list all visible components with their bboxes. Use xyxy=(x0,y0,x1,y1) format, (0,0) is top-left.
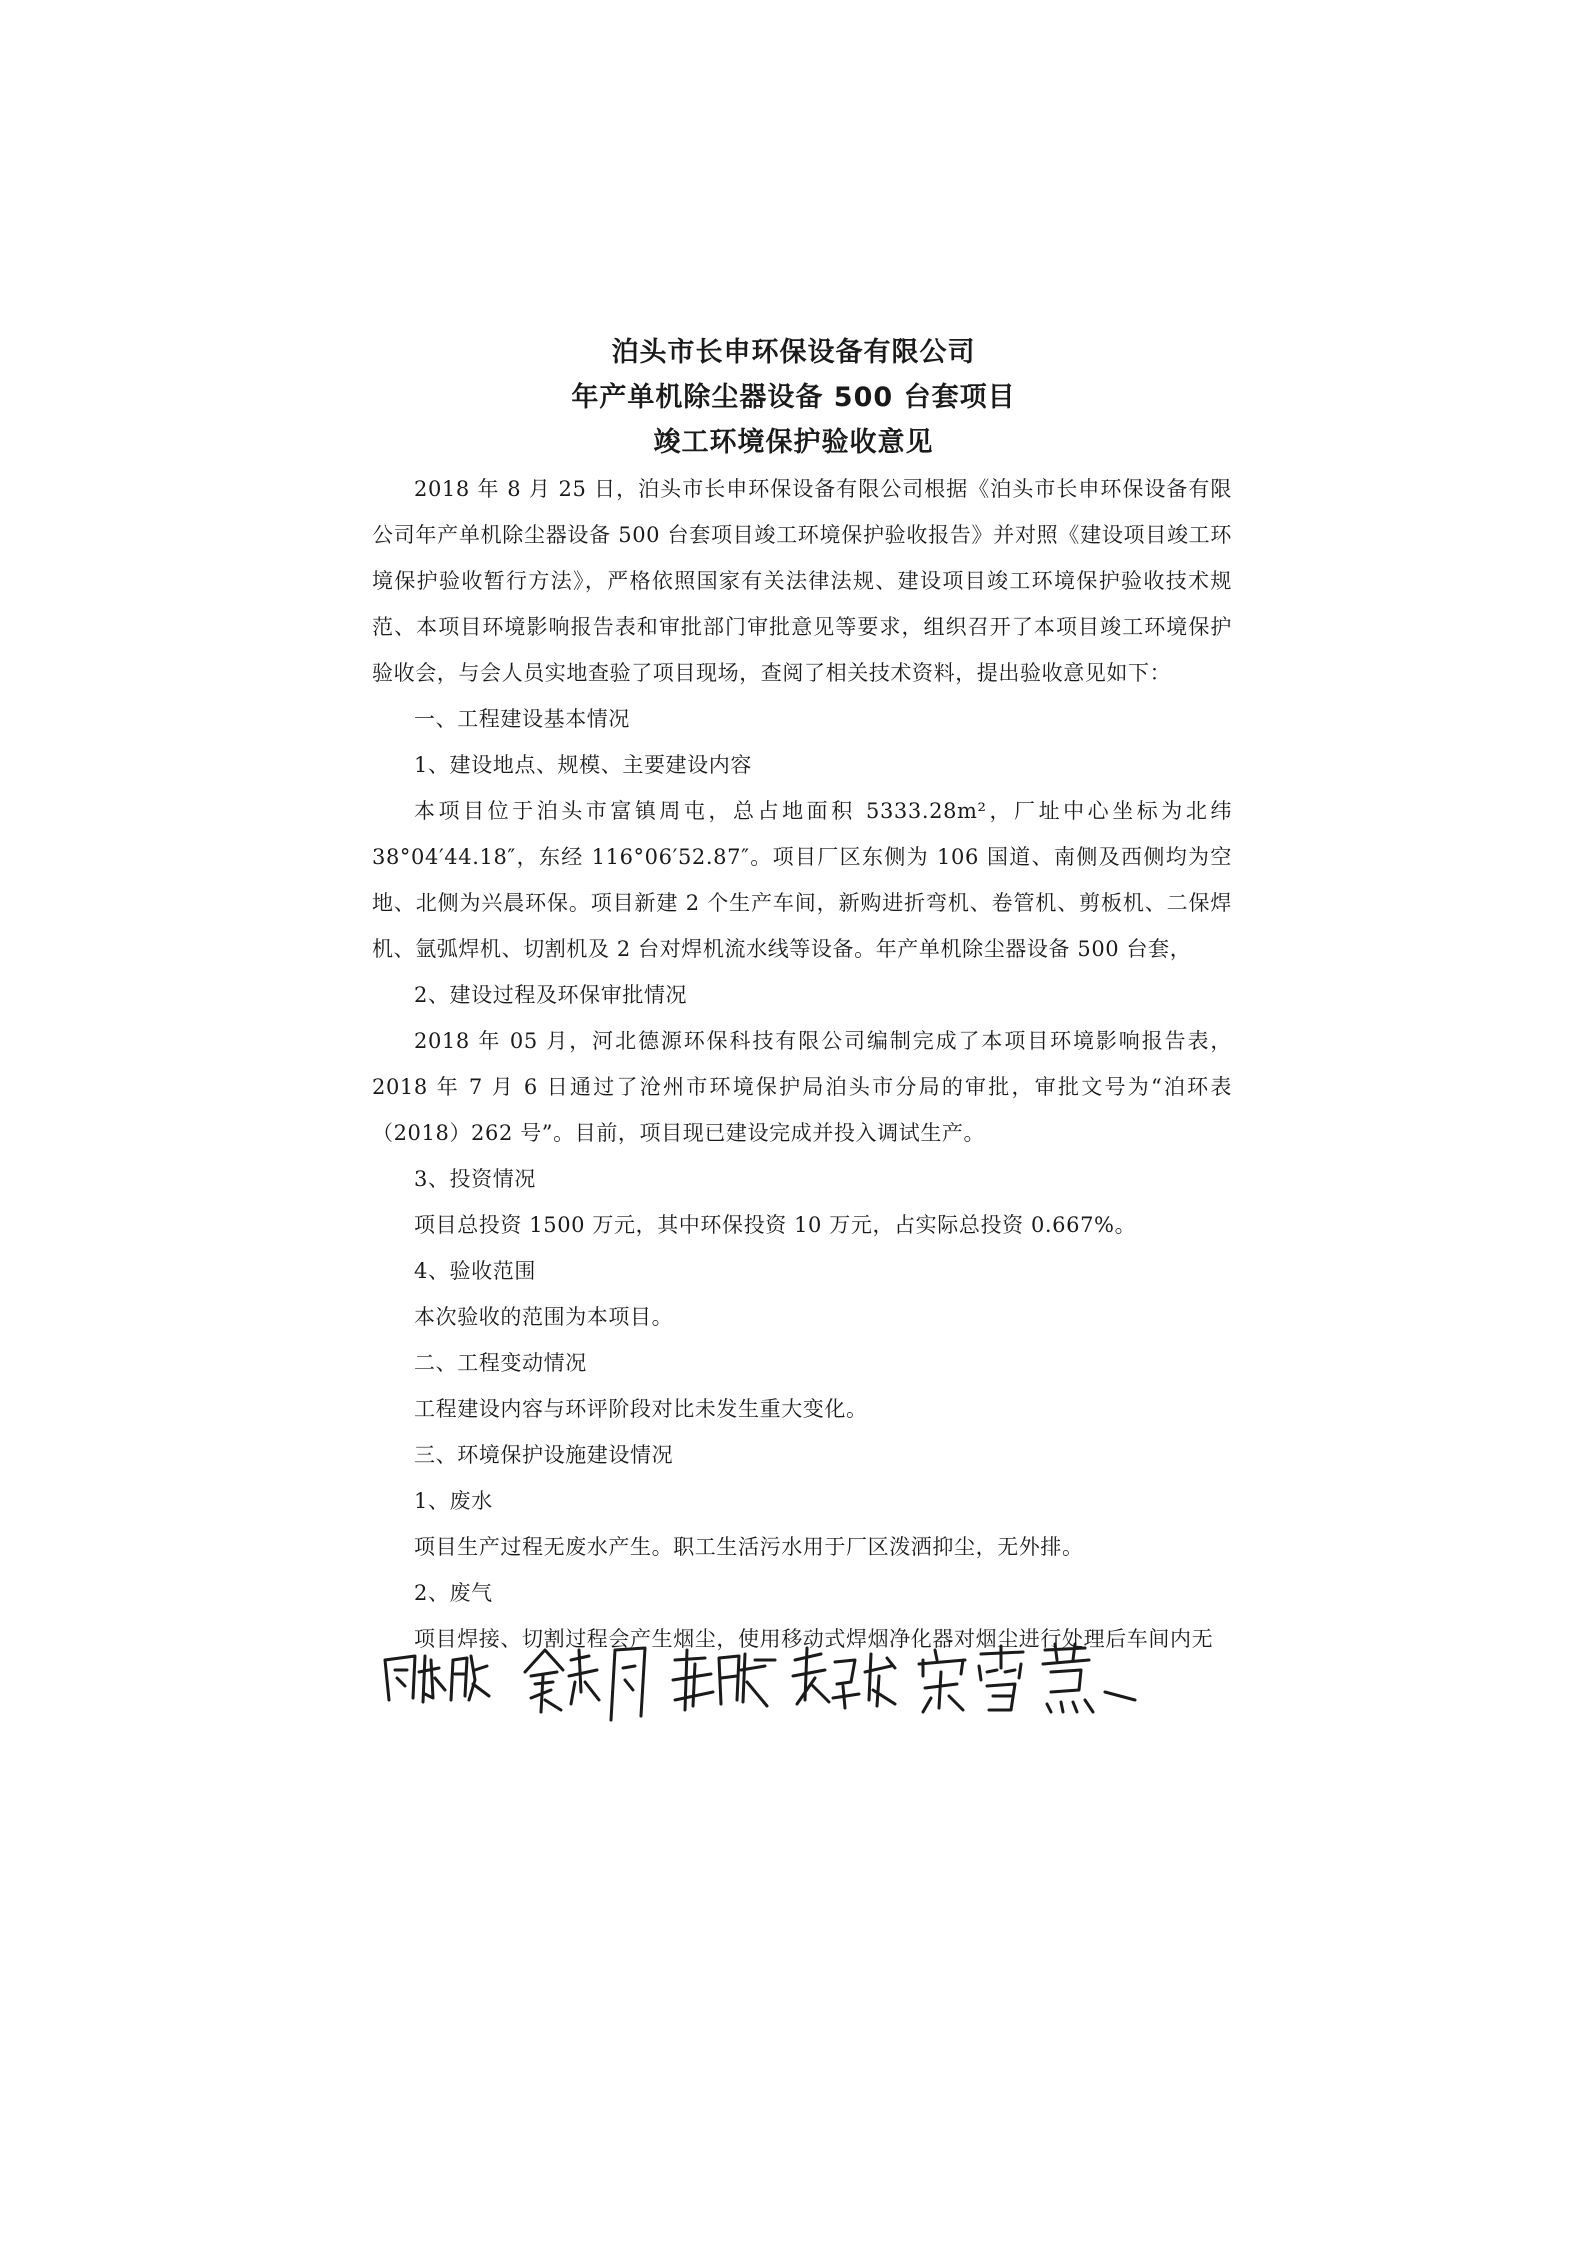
section-heading: 2、废气 xyxy=(414,1581,493,1605)
project-name-title: 年产单机除尘器设备 500 台套项目 xyxy=(571,382,1016,413)
signature-3 xyxy=(673,1650,775,1710)
section-heading: 1、建设地点、规模、主要建设内容 xyxy=(414,753,752,777)
signature-2 xyxy=(525,1648,645,1720)
section-heading: 三、环境保护设施建设情况 xyxy=(414,1443,674,1467)
body-paragraph: 项目生产过程无废水产生。职工生活污水用于厂区泼洒抑尘，无外排。 xyxy=(414,1535,1084,1559)
signature-5 xyxy=(919,1644,1135,1712)
body-paragraph: 项目焊接、切割过程会产生烟尘，使用移动式焊烟净化器对烟尘进行处理后车间内无 xyxy=(414,1627,1214,1651)
signature-row xyxy=(375,1620,1205,1730)
section-heading: 3、投资情况 xyxy=(414,1167,536,1191)
signature-4 xyxy=(793,1648,895,1708)
section-heading: 2、建设过程及环保审批情况 xyxy=(414,983,688,1007)
document-title-block xyxy=(0,330,1587,465)
body-paragraph: 工程建设内容与环评阶段对比未发生重大变化。 xyxy=(414,1397,868,1421)
body-paragraph: 本次验收的范围为本项目。 xyxy=(414,1305,674,1329)
signature-1 xyxy=(385,1656,489,1702)
company-name-title: 泊头市长申环保设备有限公司 xyxy=(611,337,976,368)
section-heading: 4、验收范围 xyxy=(414,1259,536,1283)
section-heading: 一、工程建设基本情况 xyxy=(414,707,630,731)
body-paragraph: 2018 年 8 月 25 日，泊头市长申环保设备有限公司根据《泊头市长申环保设备有限公司年产单机除尘器设备 500 台套项目竣工环境保护验收报告》并对照《建设项目竣工环境保护验收暂行方法》，严格依照国家有关法律法规、建设项目竣工环境保护验收技术规范、本项目环境影响报告表和审批部门审批意见等要求，组织召开了本项目竣工环境保护验收会，与会人员实地查验了项目现场，查阅了相关技术资料，提出验收意见如下： xyxy=(372,477,1232,685)
document-type-title: 竣工环境保护验收意见 xyxy=(653,427,934,458)
section-heading: 二、工程变动情况 xyxy=(414,1351,587,1375)
body-paragraph: 本项目位于泊头市富镇周屯，总占地面积 5333.28m²，厂址中心坐标为北纬 38°04′44.18″，东经 116°06′52.87″。项目厂区东侧为 106 国道、南侧及西侧均为空地、北侧为兴晨环保。项目新建 2 个生产车间，新购进折弯机、卷管机、剪板机、二保焊机、氩弧焊机、切割机及 2 台对焊机流水线等设备。年产单机除尘器设备 500 台套， xyxy=(372,799,1232,961)
body-paragraph: 项目总投资 1500 万元，其中环保投资 10 万元，占实际总投资 0.667%。 xyxy=(414,1213,1137,1237)
section-heading: 1、废水 xyxy=(414,1489,493,1513)
document-body xyxy=(372,466,1232,1662)
handwritten-signatures-image xyxy=(375,1620,1205,1730)
body-paragraph: 2018 年 05 月，河北德源环保科技有限公司编制完成了本项目环境影响报告表，2018 年 7 月 6 日通过了沧州市环境保护局泊头市分局的审批，审批文号为“泊环表（2018）262 号”。目前，项目现已建设完成并投入调试生产。 xyxy=(372,1029,1232,1145)
